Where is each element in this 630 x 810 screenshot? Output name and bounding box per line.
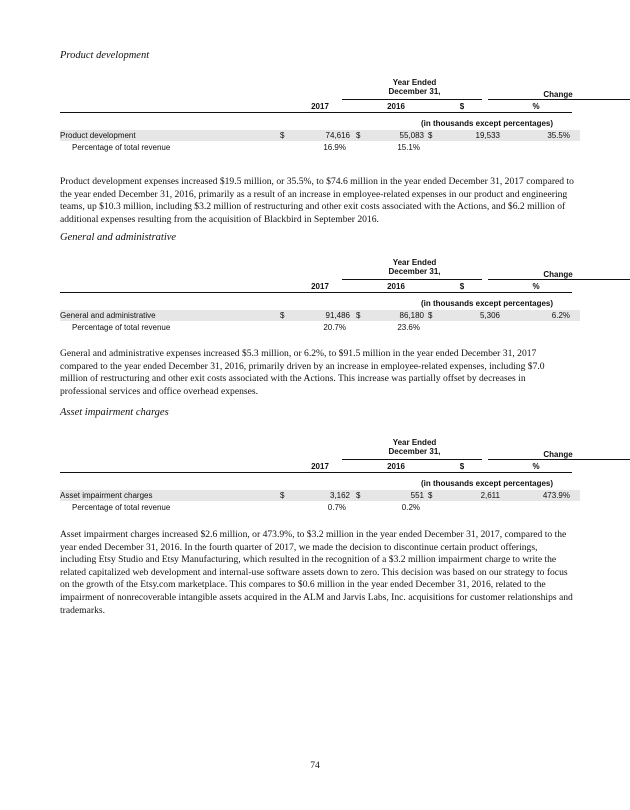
units-note: (in thousands except percentages) (420, 479, 554, 488)
change-value: 5,306 (479, 311, 500, 320)
value-2017: 16.9% (323, 143, 346, 152)
change-percent: 473.9% (542, 491, 570, 500)
change-percent: 35.5% (547, 131, 570, 140)
value-2016: 23.6% (397, 323, 420, 332)
asset-impairment-table (60, 438, 580, 518)
row-label: General and administrative (60, 311, 156, 320)
col-header-2016: 2016 (387, 462, 405, 471)
paragraph-asset-impairment: Asset impairment charges increased $2.6 million, or 473.9%, to $3.2 million in the year ended December 31, 2017, compared to the year ended December 31, 2016. In the fourth quarter of 2017, we made the decision to discontinue certain product offerings, including Etsy Studio and Etsy Manufacturing, which resulted in the recognition of a $3.2 million impairment charge to write the related capitalized web development and internal-use software assets down to zero. This decision was based on our strategy to focus on the growth of the Etsy.com marketplace. This compares to $0.6 million in the year ended December 31, 2016, related to the impairment of nonrecoverable intangible assets acquired in the ALM and Jarvis Labs, Inc. acquisitions for customer relationships and trademarks. (60, 529, 573, 616)
col-header-percent: % (532, 282, 540, 291)
value-2016: 86,180 (399, 311, 424, 320)
row-label: Percentage of total revenue (72, 323, 171, 332)
change-value: 2,611 (480, 491, 500, 500)
value-2017: 3,162 (329, 491, 350, 500)
header-rule (342, 279, 482, 280)
value-2016: 15.1% (397, 143, 420, 152)
row-label: Product development (60, 131, 136, 140)
year-ended-label: Year Ended (392, 258, 437, 267)
currency-symbol: $ (356, 131, 361, 140)
value-2017: 0.7% (327, 503, 346, 512)
col-header-percent: % (532, 462, 540, 471)
header-rule (60, 292, 572, 293)
section-title-product-development: Product development (60, 50, 150, 61)
col-header-2016: 2016 (387, 102, 405, 111)
general-administrative-table (60, 258, 580, 338)
section-title-general-administrative: General and administrative (60, 232, 177, 243)
paragraph-product-development: Product development expenses increased $19.5 million, or 35.5%, to $74.6 million in the year ended December 31, 2017 compared to the year ended December 31, 2016, primarily as a result of an increase in employee-related expenses in our product and engineering teams, up $10.3 million, including $3.2 million of restructuring and other exit costs associated with the Actions, and $6.2 million of additional expenses resulting from the acquisition of Blackbird in September 2016. (60, 176, 574, 225)
value-2016: 551 (410, 491, 424, 500)
table-row (60, 322, 580, 333)
row-label: Percentage of total revenue (72, 503, 171, 512)
col-header-2016: 2016 (387, 282, 405, 291)
col-header-2017: 2017 (311, 102, 329, 111)
row-label: Asset impairment charges (60, 491, 153, 500)
col-header-2017: 2017 (311, 282, 329, 291)
year-ended-label: Year Ended (392, 78, 437, 87)
header-rule (60, 112, 572, 113)
header-change: Change (543, 90, 573, 99)
col-header-2017: 2017 (311, 462, 329, 471)
value-2016: 0.2% (401, 503, 420, 512)
currency-symbol: $ (428, 131, 433, 140)
col-header-dollar: $ (459, 282, 465, 291)
header-year-ended (342, 438, 487, 456)
period-label: December 31, (388, 87, 441, 96)
table-row (60, 502, 580, 513)
change-percent: 6.2% (551, 311, 570, 320)
table-row (60, 490, 580, 501)
paragraph-general-administrative: General and administrative expenses increased $5.3 million, or 6.2%, to $91.5 million in the year ended December 31, 2017 compared to the year ended December 31, 2016, primarily driven by an increase in employee-related expenses, including $7.0 million of restructuring and other exit costs associated with the Actions. This increase was partially offset by decreases in professional services and office overhead expenses. (60, 348, 545, 397)
header-year-ended (342, 78, 487, 96)
header-rule (342, 459, 482, 460)
header-change: Change (543, 450, 573, 459)
period-label: December 31, (388, 447, 441, 456)
currency-symbol: $ (280, 311, 285, 320)
value-2017: 20.7% (323, 323, 346, 332)
header-rule (488, 459, 630, 460)
header-change: Change (543, 270, 573, 279)
currency-symbol: $ (356, 491, 361, 500)
currency-symbol: $ (280, 131, 285, 140)
units-note: (in thousands except percentages) (420, 119, 554, 128)
header-rule (488, 279, 630, 280)
header-rule (60, 472, 572, 473)
currency-symbol: $ (428, 311, 433, 320)
col-header-percent: % (532, 102, 540, 111)
table-row (60, 310, 580, 321)
section-title-asset-impairment: Asset impairment charges (60, 407, 169, 418)
header-rule (342, 99, 482, 100)
header-rule (488, 99, 630, 100)
currency-symbol: $ (428, 491, 433, 500)
units-note: (in thousands except percentages) (420, 299, 554, 308)
table-row (60, 142, 580, 153)
table-row (60, 130, 580, 141)
value-2017: 91,486 (325, 311, 350, 320)
currency-symbol: $ (280, 491, 285, 500)
year-ended-label: Year Ended (392, 438, 437, 447)
currency-symbol: $ (356, 311, 361, 320)
period-label: December 31, (388, 267, 441, 276)
col-header-dollar: $ (459, 462, 465, 471)
product-development-table (60, 78, 580, 158)
col-header-dollar: $ (459, 102, 465, 111)
header-year-ended (342, 258, 487, 276)
page-number: 74 (310, 760, 320, 771)
value-2017: 74,616 (325, 131, 350, 140)
value-2016: 55,083 (399, 131, 424, 140)
change-value: 19,533 (475, 131, 500, 140)
row-label: Percentage of total revenue (72, 143, 171, 152)
